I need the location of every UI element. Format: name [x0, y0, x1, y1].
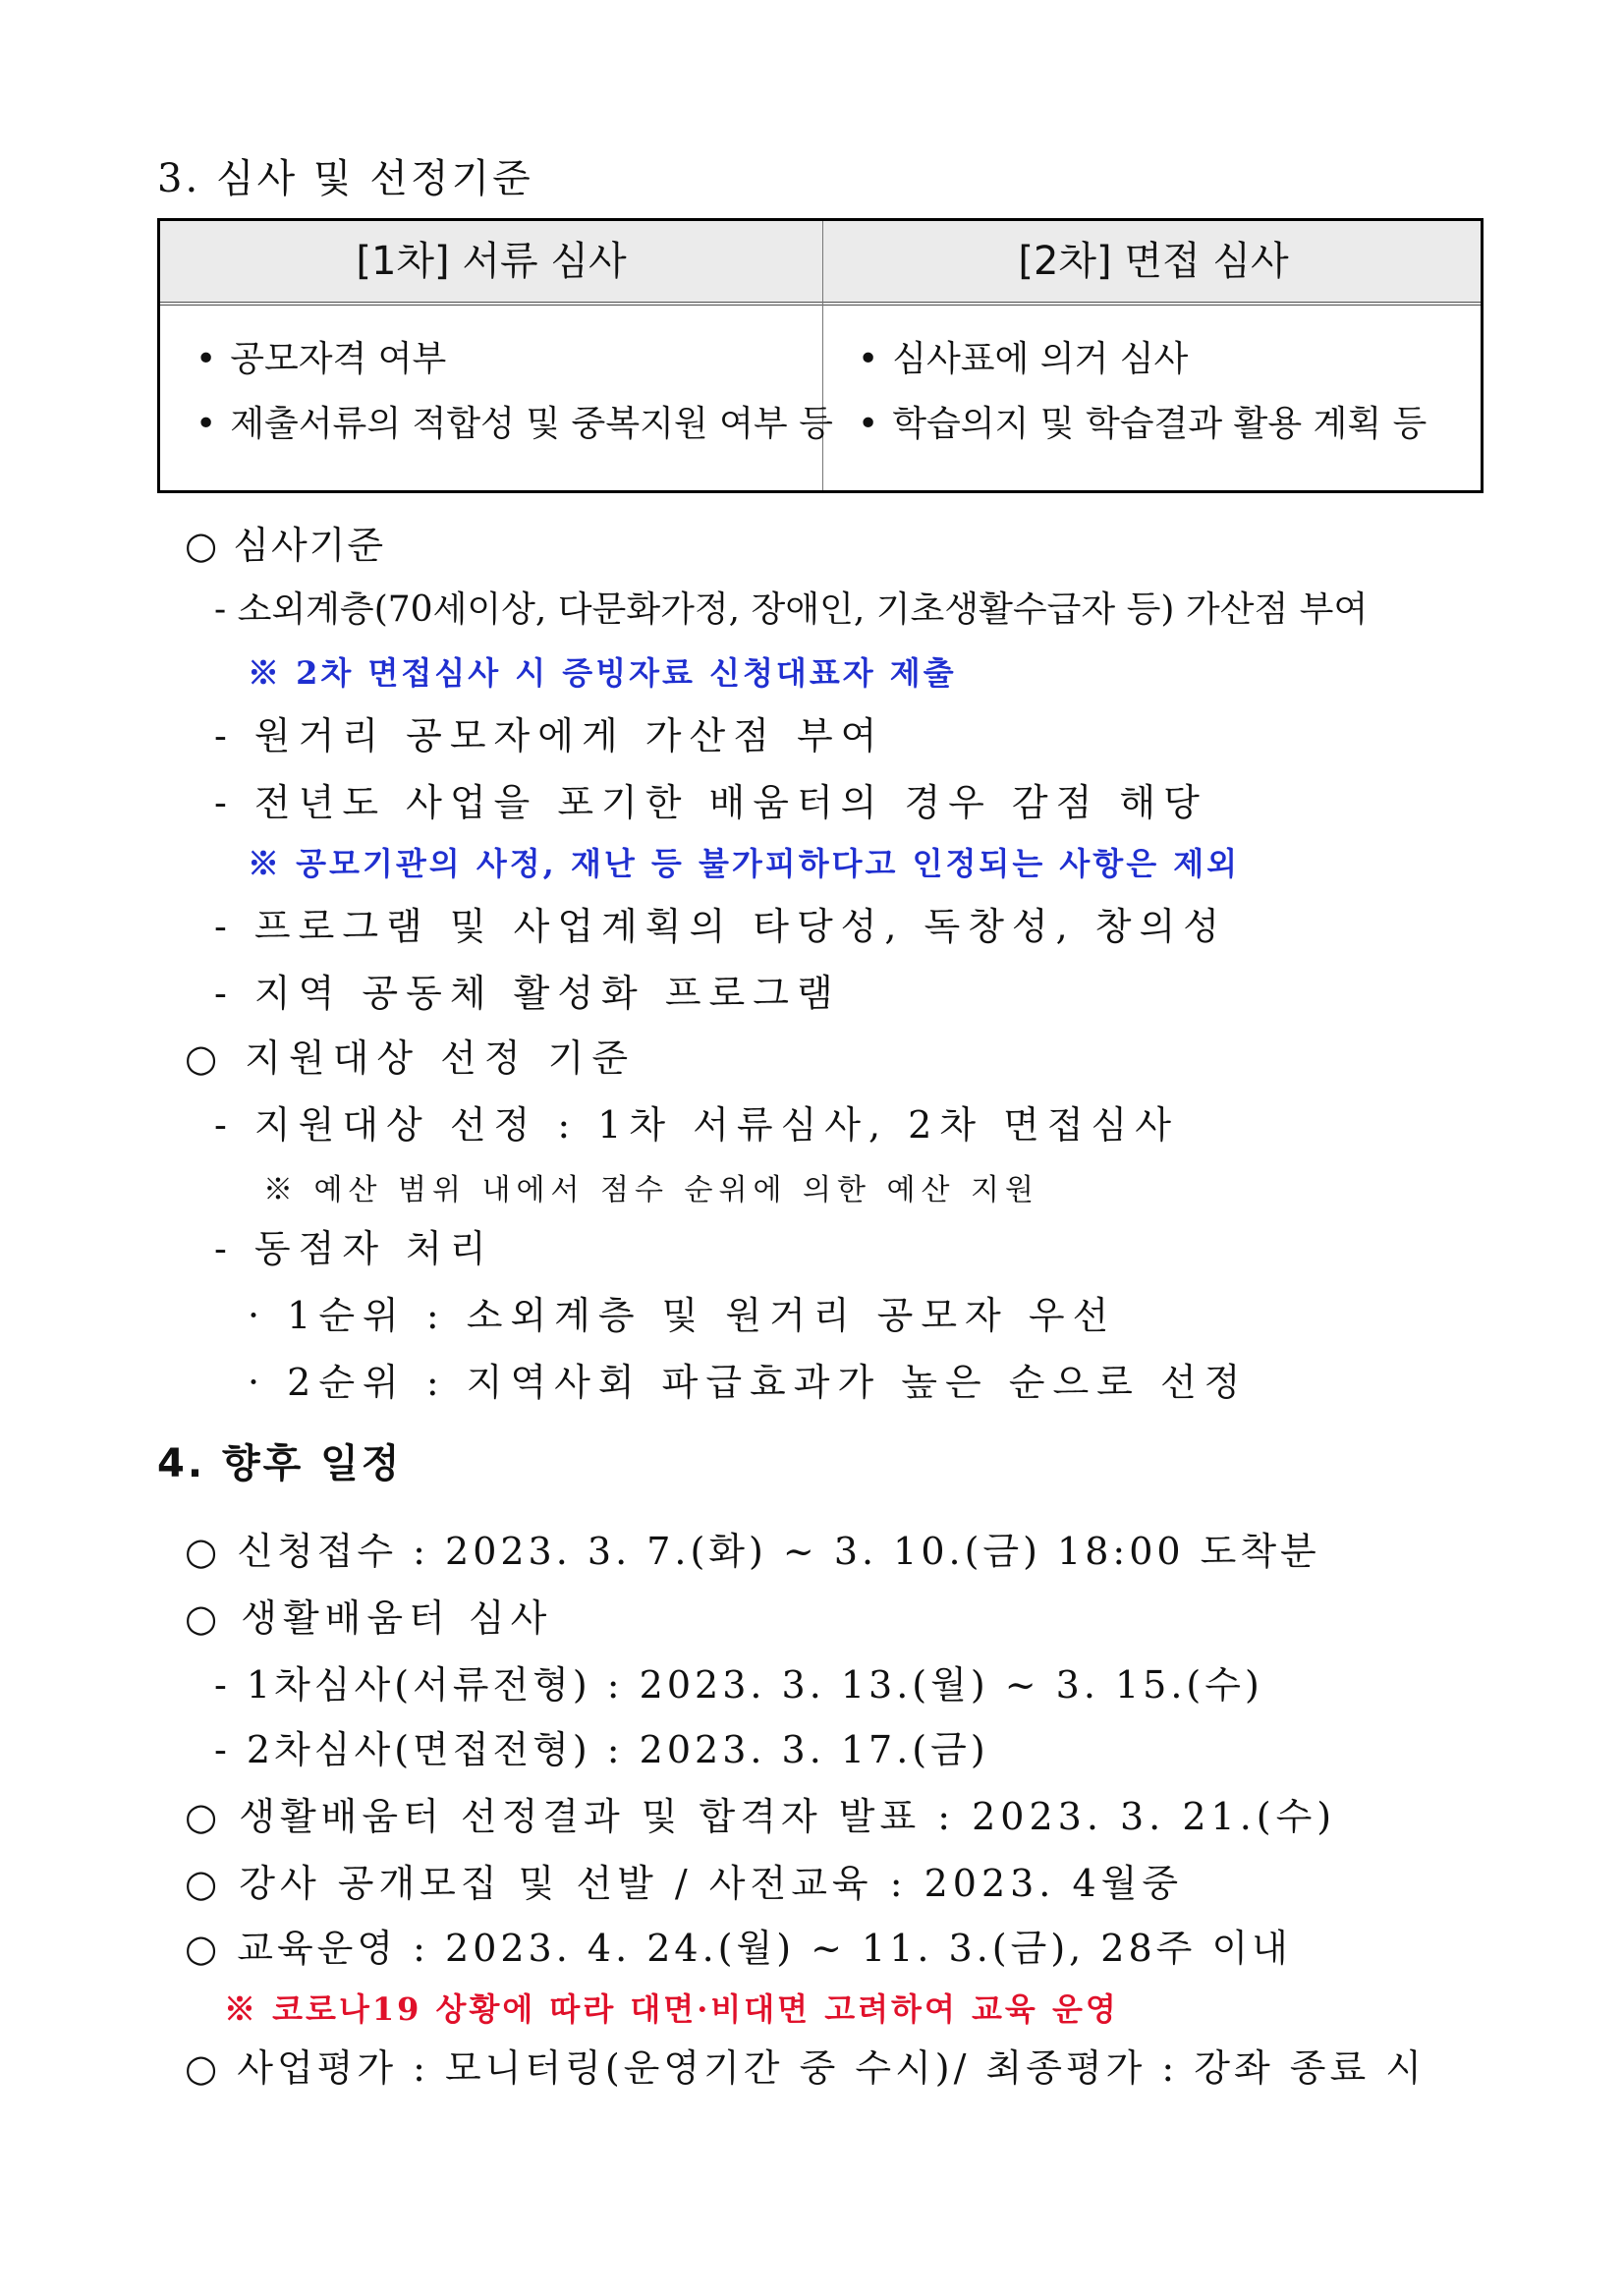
note-covid: ※ 코로나19 상황에 따라 대면·비대면 고려하여 교육 운영: [224, 1990, 1119, 2028]
schedule-application: ○ 신청접수 : 2023. 3. 7.(화) ~ 3. 10.(금) 18:00 도착분: [185, 1530, 1320, 1573]
criteria-heading: ○ 심사기준: [185, 524, 386, 567]
schedule-review-second: - 2차심사(면접전형) : 2023. 3. 17.(금): [214, 1728, 989, 1771]
bullet-icon: •: [196, 404, 217, 444]
note-proof-documents: ※ 2차 면접심사 시 증빙자료 신청대표자 제출: [248, 654, 957, 692]
header-first-round: [1차] 서류 심사: [356, 239, 627, 284]
selection-heading: ○ 지원대상 선정 기준: [185, 1036, 637, 1080]
schedule-education: ○ 교육운영 : 2023. 4. 24.(월) ~ 11. 3.(금), 28주 이내: [185, 1927, 1292, 1970]
list-item: • 공모자격 여부: [196, 327, 833, 392]
note-exception: ※ 공모기관의 사정, 재난 등 불가피하다고 인정되는 사항은 제외: [248, 845, 1241, 882]
criteria-item-community: - 지역 공동체 활성화 프로그램: [214, 972, 841, 1015]
selection-item-method: - 지원대상 선정 : 1차 서류심사, 2차 면접심사: [214, 1103, 1179, 1147]
schedule-evaluation: ○ 사업평가 : 모니터링(운영기간 중 수시)/ 최종평가 : 강좌 종료 시: [185, 2046, 1427, 2090]
list-item: • 제출서류의 적합성 및 중복지원 여부 등: [196, 392, 833, 457]
bullet-icon: •: [858, 339, 879, 379]
schedule-announcement: ○ 생활배움터 선정결과 및 합격자 발표 : 2023. 3. 21.(수): [185, 1795, 1337, 1838]
header-second-round: [2차] 면접 심사: [1018, 239, 1289, 284]
schedule-instructor-recruitment: ○ 강사 공개모집 및 선발 / 사전교육 : 2023. 4월중: [185, 1862, 1184, 1905]
section-4-title: 4. 향후 일정: [157, 1441, 403, 1486]
first-round-criteria: [196, 327, 833, 457]
tie-break-first: · 1순위 : 소외계층 및 원거리 공모자 우선: [248, 1294, 1117, 1337]
note-budget: ※ 예산 범위 내에서 점수 순위에 의한 예산 지원: [263, 1173, 1039, 1207]
tie-break-heading: - 동점자 처리: [214, 1227, 494, 1270]
bullet-icon: •: [196, 339, 217, 379]
criteria-item-distance: - 원거리 공모자에게 가산점 부여: [214, 714, 885, 757]
section-3-title: 3. 심사 및 선정기준: [157, 156, 533, 201]
list-item: • 심사표에 의거 심사: [858, 327, 1427, 392]
screening-table: [157, 218, 1484, 493]
criteria-item-program-validity: - 프로그램 및 사업계획의 타당성, 독창성, 창의성: [214, 905, 1227, 948]
criteria-item-underprivileged: - 소외계층(70세이상, 다문화가정, 장애인, 기초생활수급자 등) 가산점 부여: [214, 589, 1369, 630]
schedule-review-first: - 1차심사(서류전형) : 2023. 3. 13.(월) ~ 3. 15.(수): [214, 1663, 1263, 1707]
second-round-criteria: [858, 327, 1427, 457]
bullet-icon: •: [858, 404, 879, 444]
tie-break-second: · 2순위 : 지역사회 파급효과가 높은 순으로 선정: [248, 1361, 1249, 1404]
schedule-review-heading: ○ 생활배움터 심사: [185, 1596, 553, 1640]
criteria-item-penalty: - 전년도 사업을 포기한 배움터의 경우 감점 해당: [214, 781, 1207, 824]
list-item: • 학습의지 및 학습결과 활용 계획 등: [858, 392, 1427, 457]
